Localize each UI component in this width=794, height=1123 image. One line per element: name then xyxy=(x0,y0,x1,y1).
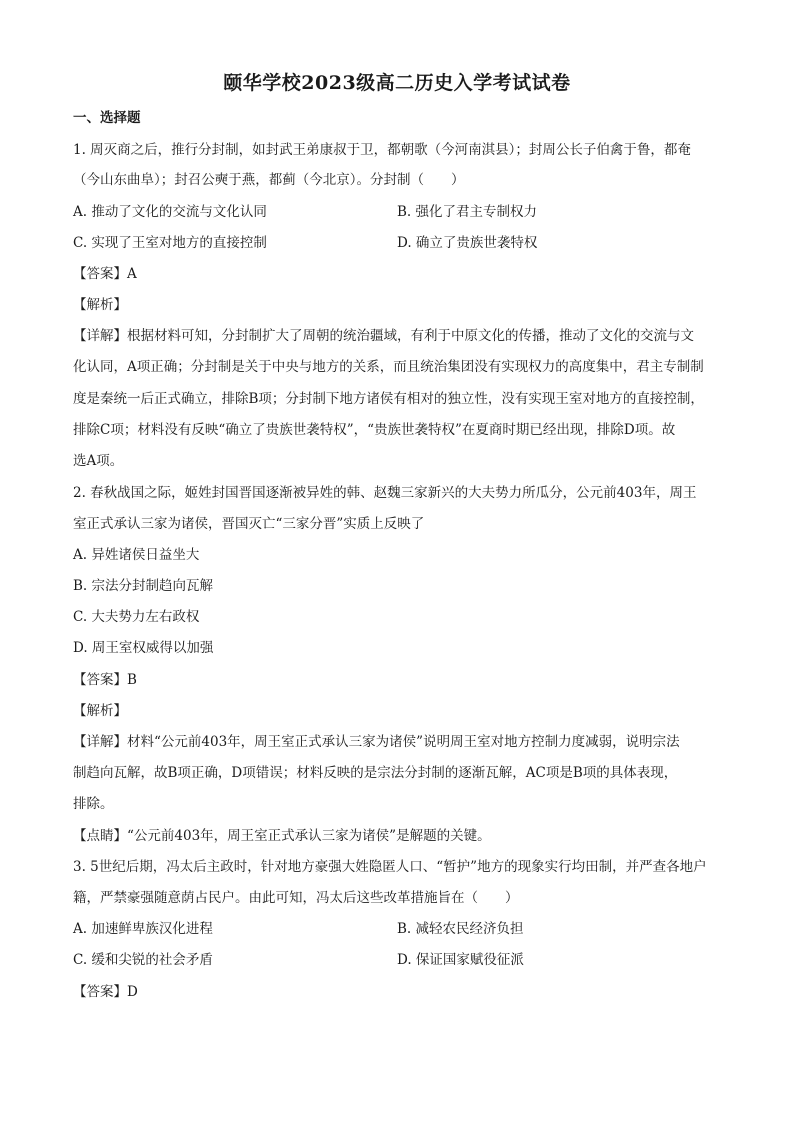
q1-option-d: D. 确立了贵族世袭特权 xyxy=(397,235,538,251)
q1-detail-line5: 选A项。 xyxy=(73,453,124,469)
section-heading: 一、选择题 xyxy=(73,110,141,126)
q3-answer: 【答案】D xyxy=(73,984,138,1000)
q3-stem-line1: 3. 5世纪后期，冯太后主政时，针对地方豪强大姓隐匿人口、“暂护”地方的现象实行均田制，并严查各地户 xyxy=(73,859,707,875)
q2-detail-line3: 排除。 xyxy=(73,796,114,812)
q2-analysis-label: 【解析】 xyxy=(73,703,127,719)
q2-stem-line2: 室正式承认三家为诸侯，晋国灭亡“三家分晋”实质上反映了 xyxy=(73,516,425,532)
q2-option-a: A. 异姓诸侯日益坐大 xyxy=(73,547,200,563)
q3-option-d: D. 保证国家赋役征派 xyxy=(397,952,524,968)
q1-detail-line2: 化认同，A项正确；分封制是关于中央与地方的关系，而且统治集团没有实现权力的高度集中，君主专制制 xyxy=(73,359,704,375)
q1-detail-line1: 【详解】根据材料可知，分封制扩大了周朝的统治疆域，有利于中原文化的传播，推动了文化的交流与文 xyxy=(73,328,694,344)
q1-option-b: B. 强化了君主专制权力 xyxy=(397,204,538,220)
q1-stem-line1: 1. 周灭商之后，推行分封制，如封武王弟康叔于卫，都朝歌（今河南淇县）；封周公长子伯禽于鲁，都奄 xyxy=(73,142,691,158)
q1-answer: 【答案】A xyxy=(73,266,137,282)
exam-title: 颐华学校2023级高二历史入学考试试卷 xyxy=(223,72,571,94)
q1-detail-line4: 排除C项；材料没有反映“确立了贵族世袭特权”，“贵族世袭特权”在夏商时期已经出现，排除D项。故 xyxy=(73,422,676,438)
q2-answer: 【答案】B xyxy=(73,672,137,688)
q1-analysis-label: 【解析】 xyxy=(73,297,127,313)
q2-option-b: B. 宗法分封制趋向瓦解 xyxy=(73,578,214,594)
q2-stem-line1: 2. 春秋战国之际，姬姓封国晋国逐渐被异姓的韩、赵魏三家新兴的大夫势力所瓜分，公元前403年，周王 xyxy=(73,485,697,501)
q2-detail-line1: 【详解】材料“公元前403年，周王室正式承认三家为诸侯”说明周王室对地方控制力度减弱，说明宗法 xyxy=(73,734,680,750)
q1-stem-line2: （今山东曲阜）；封召公奭于燕，都蓟（今北京）。分封制（ ） xyxy=(73,172,465,188)
q2-key-point: 【点睛】“公元前403年，周王室正式承认三家为诸侯”是解题的关键。 xyxy=(73,828,491,844)
q2-detail-line2: 制趋向瓦解，故B项正确，D项错误；材料反映的是宗法分封制的逐渐瓦解，AC项是B项的具体表现， xyxy=(73,765,678,781)
q1-detail-line3: 度是秦统一后正式确立，排除B项；分封制下地方诸侯有相对的独立性，没有实现王室对地方的直接控制， xyxy=(73,391,704,407)
q1-option-a: A. 推动了文化的交流与文化认同 xyxy=(73,204,267,220)
q2-option-d: D. 周王室权威得以加强 xyxy=(73,640,214,656)
q3-option-a: A. 加速鲜卑族汉化进程 xyxy=(73,921,213,937)
q3-option-b: B. 减轻农民经济负担 xyxy=(397,921,524,937)
q3-option-c: C. 缓和尖锐的社会矛盾 xyxy=(73,952,213,968)
q3-stem-line2: 籍，严禁豪强随意荫占民户。由此可知，冯太后这些改革措施旨在（ ） xyxy=(73,890,519,906)
q2-option-c: C. 大夫势力左右政权 xyxy=(73,609,200,625)
q1-option-c: C. 实现了王室对地方的直接控制 xyxy=(73,235,267,251)
